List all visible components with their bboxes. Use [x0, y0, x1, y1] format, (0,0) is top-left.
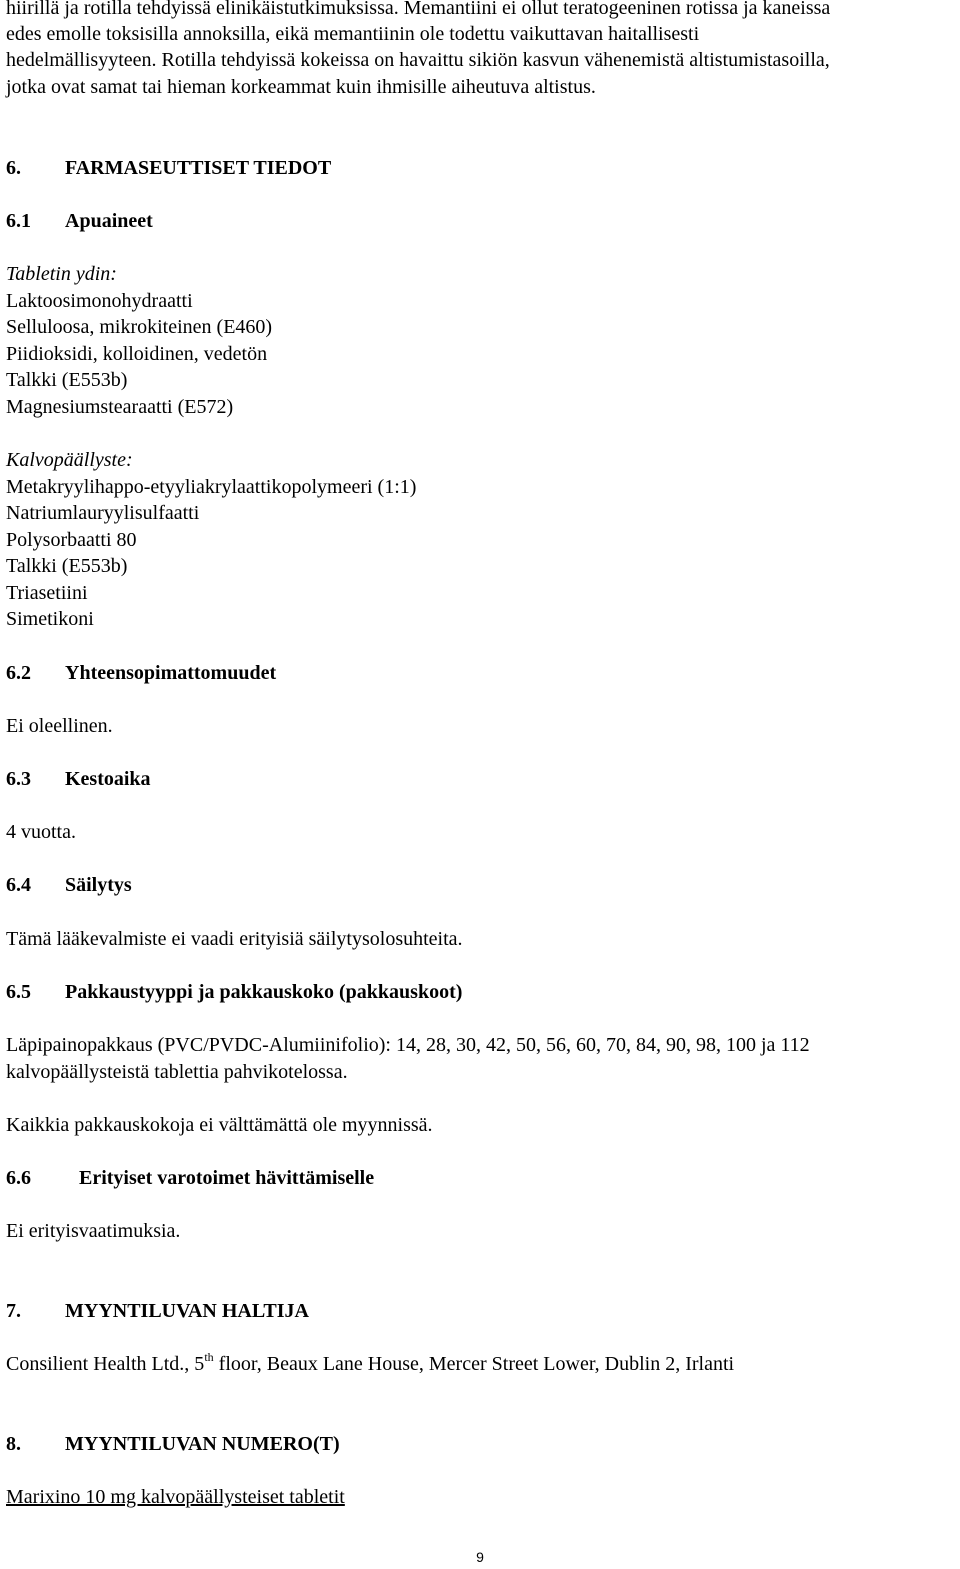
section-6-3-text: 4 vuotta. — [6, 821, 76, 843]
intro-line-4: jotka ovat samat tai hieman korkeammat kuin ihmisille aiheutuva altistus. — [6, 76, 596, 98]
section-8-number: 8. — [6, 1433, 21, 1455]
section-8-heading — [6, 1431, 340, 1457]
intro-line-3: hedelmällisyyteen. Rotilla tehdyissä kokeissa on havaittu sikiön kasvun vähenemistä altistumistasoilla, — [6, 49, 830, 71]
section-6-2-title: Yhteensopimattomuudet — [65, 662, 277, 684]
section-6-3-title: Kestoaika — [65, 768, 151, 790]
section-7-heading — [6, 1298, 309, 1324]
core-item: Magnesiumstearaatti (E572) — [6, 396, 234, 418]
core-item: Laktoosimonohydraatti — [6, 290, 193, 312]
address-superscript: th — [204, 1350, 214, 1364]
section-6-2-heading — [6, 660, 276, 686]
section-6-1-number: 6.1 — [6, 210, 31, 232]
section-7-number: 7. — [6, 1300, 21, 1322]
section-6-3-heading — [6, 766, 151, 792]
section-6-3-number: 6.3 — [6, 768, 31, 790]
section-6-4-number: 6.4 — [6, 874, 31, 896]
section-6-5-title: Pakkaustyyppi ja pakkauskoko (pakkauskoot) — [65, 981, 463, 1003]
film-coating-label: Kalvopäällyste: — [6, 449, 133, 471]
address-part-1: Consilient Health Ltd., 5 — [6, 1353, 205, 1375]
section-8-title: MYYNTILUVAN NUMERO(T) — [65, 1433, 340, 1455]
coating-item: Polysorbaatti 80 — [6, 529, 137, 551]
section-6-6-heading — [6, 1165, 374, 1191]
section-6-heading — [6, 155, 331, 181]
section-6-2-number: 6.2 — [6, 662, 31, 684]
core-item: Piidioksidi, kolloidinen, vedetön — [6, 343, 268, 365]
intro-line-1: hiirillä ja rotilla tehdyissä elinikäistutkimuksissa. Memantiini ei ollut teratogeeninen rotissa ja kaneissa — [6, 0, 831, 19]
section-6-4-title: Säilytys — [65, 874, 132, 896]
marketing-authorisation-holder-address — [6, 1351, 734, 1377]
coating-item: Natriumlauryylisulfaatti — [6, 502, 200, 524]
page-number: 9 — [476, 1549, 484, 1565]
section-6-6-title: Erityiset varotoimet hävittämiselle — [79, 1167, 375, 1189]
section-6-number: 6. — [6, 157, 21, 179]
coating-item: Metakryylihappo-etyyliakrylaattikopolymeeri (1:1) — [6, 476, 417, 498]
section-6-1-heading — [6, 208, 153, 234]
section-6-5-text-2: kalvopäällysteistä tablettia pahvikotelossa. — [6, 1061, 348, 1083]
section-6-4-text: Tämä lääkevalmiste ei vaadi erityisiä säilytysolosuhteita. — [6, 928, 463, 950]
core-item: Selluloosa, mikrokiteinen (E460) — [6, 316, 273, 338]
section-6-5-number: 6.5 — [6, 981, 31, 1003]
section-6-5-heading — [6, 979, 462, 1005]
section-6-title: FARMASEUTTISET TIEDOT — [65, 157, 332, 179]
intro-line-2: edes emolle toksisilla annoksilla, eikä memantiinin ole todettu vaikuttavan haitallisesti — [6, 23, 700, 45]
section-6-5-text-3: Kaikkia pakkauskokoja ei välttämättä ole myynnissä. — [6, 1114, 433, 1136]
coating-item: Talkki (E553b) — [6, 555, 128, 577]
address-part-2: floor, Beaux Lane House, Mercer Street Lower, Dublin 2, Irlanti — [213, 1353, 735, 1375]
section-6-5-text-1: Läpipainopakkaus (PVC/PVDC-Alumiinifolio): 14, 28, 30, 42, 50, 56, 60, 70, 84, 90, 98, 100 ja 112 — [6, 1034, 810, 1056]
core-item: Talkki (E553b) — [6, 369, 128, 391]
tablet-core-label: Tabletin ydin: — [6, 263, 117, 285]
section-6-6-number: 6.6 — [6, 1167, 31, 1189]
product-name-link[interactable]: Marixino 10 mg kalvopäällysteiset tabletit — [6, 1486, 345, 1508]
section-6-6-text: Ei erityisvaatimuksia. — [6, 1220, 181, 1242]
section-6-2-text: Ei oleellinen. — [6, 715, 113, 737]
coating-item: Simetikoni — [6, 608, 94, 630]
coating-item: Triasetiini — [6, 582, 88, 604]
section-6-1-title: Apuaineet — [65, 210, 153, 232]
section-6-4-heading — [6, 872, 132, 898]
section-7-title: MYYNTILUVAN HALTIJA — [65, 1300, 309, 1322]
